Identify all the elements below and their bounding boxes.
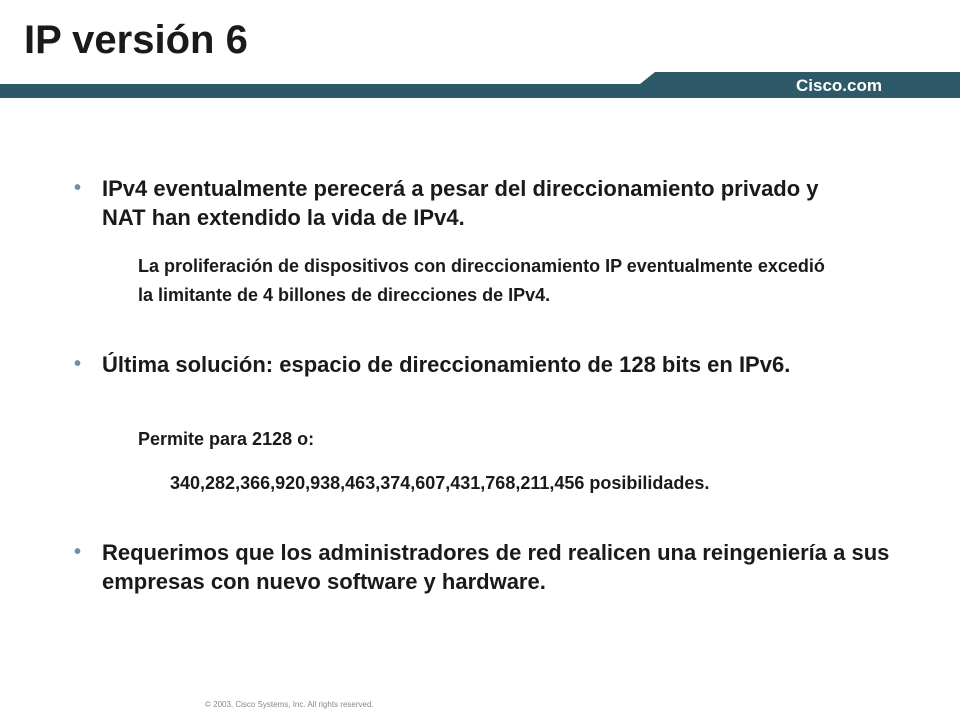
bullet-2 [72,350,862,379]
slide-title: IP versión 6 [24,18,248,62]
bullet-1 [72,174,862,232]
bullet-2-text: Última solución: espacio de direccionamiento de 128 bits en IPv6. [102,352,791,377]
bullet-3-text: Requerimos que los administradores de red realicen una reingeniería a sus empresas con nuevo software y hardware. [102,540,890,594]
bullet-1-text: IPv4 eventualmente perecerá a pesar del direccionamiento privado y NAT han extendido la vida de IPv4. [102,176,819,230]
bullet-dot-icon: • [74,353,82,375]
copyright-footer: © 2003, Cisco Systems, Inc. All rights reserved. [205,700,374,709]
bullet-1-subtext: La proliferación de dispositivos con direccionamiento IP eventualmente excedió la limitante de 4 billones de direcciones de IPv4. [138,256,825,305]
bullet-dot-icon: • [74,177,82,199]
bullet-2-subtext: Permite para 2128 o: [138,429,315,449]
bullet-2-number: 340,282,366,920,938,463,374,607,431,768,211,456 posibilidades. [170,473,710,493]
bullet-dot-icon: • [74,541,82,563]
cisco-logo: Cisco.com [796,76,882,95]
bullet-3 [72,538,932,596]
